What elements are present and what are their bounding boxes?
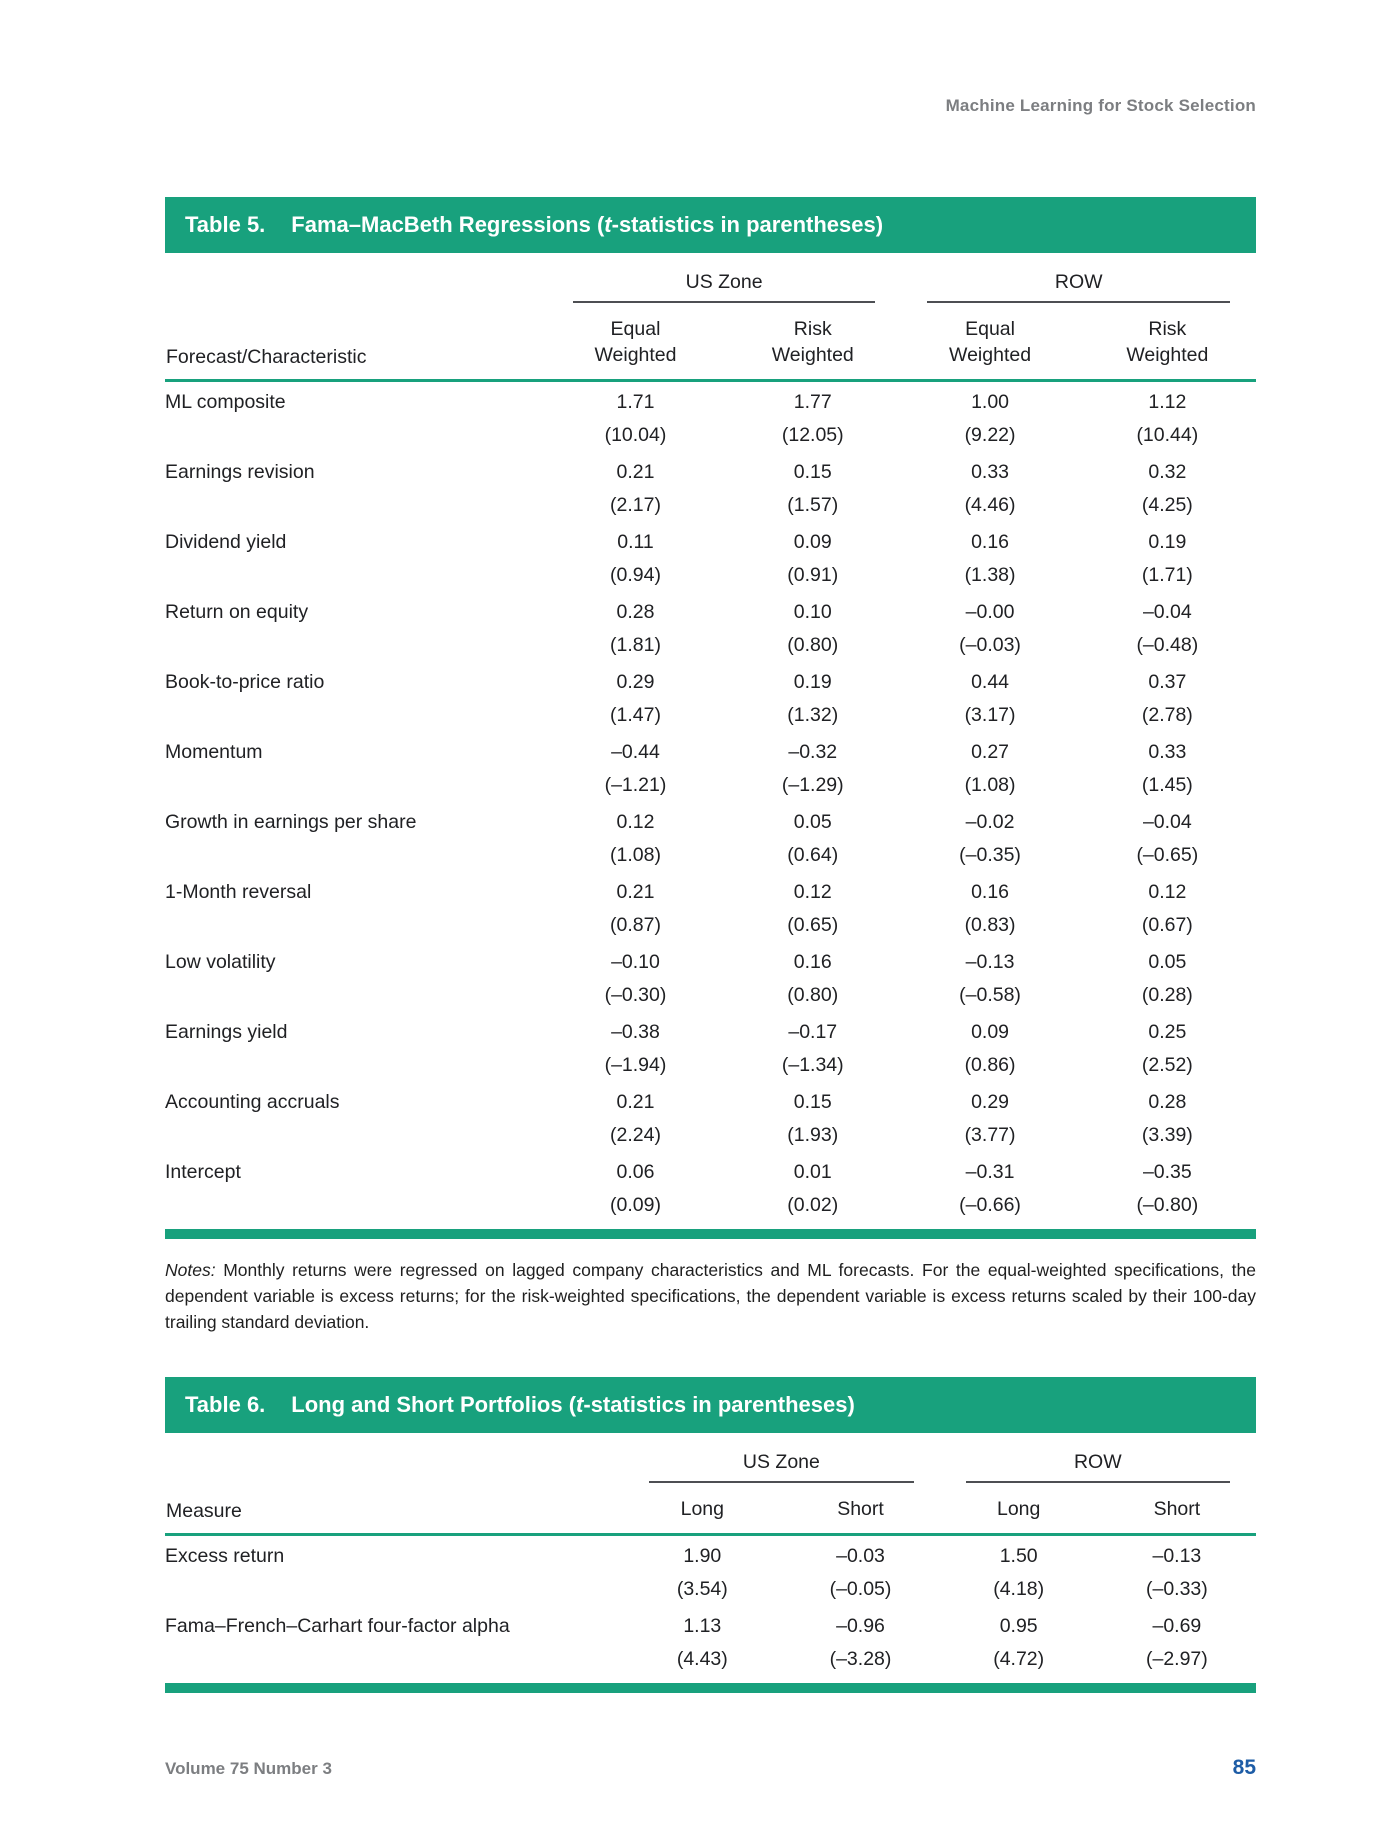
cell-tstat: (–1.29): [781, 773, 844, 796]
table6-title-pre: Long and Short Portfolios (: [291, 1392, 577, 1418]
row-label: Intercept: [165, 1160, 241, 1183]
table-row: [165, 732, 1256, 769]
table-row: [165, 380, 1256, 419]
table6-title-post: -statistics in parentheses): [583, 1392, 855, 1418]
column-header-label: Long: [996, 1498, 1041, 1521]
table-row-tstats: [165, 979, 1256, 1012]
column-header-label: Short: [837, 1498, 884, 1521]
cell-value: 0.19: [793, 670, 832, 693]
table-row: [165, 662, 1256, 699]
table-row-tstats: [165, 1643, 1256, 1676]
stub-header: Forecast/Characteristic: [165, 304, 547, 380]
cell-tstat: (4.43): [676, 1647, 728, 1670]
table-row: [165, 452, 1256, 489]
cell-tstat: (–0.66): [959, 1193, 1021, 1216]
notes-text: Monthly returns were regressed on lagged company characteristics and ML forecasts. For the equal-weighted specifications, the dependent variable is excess returns; for the risk-weighted specifications, the dependent variable is excess returns scaled by their 100-day trailing standard deviation.: [165, 1259, 1256, 1333]
row-label-spacer: [165, 419, 547, 452]
table5-title-post: -statistics in parentheses): [611, 212, 884, 237]
cell-value: 0.33: [971, 460, 1010, 483]
cell-value: 1.00: [971, 390, 1010, 413]
group-label: US Zone: [685, 271, 763, 293]
cell-tstat: (4.18): [993, 1577, 1045, 1600]
table6-group-header-row: [165, 1433, 1256, 1484]
table5-notes: [165, 1257, 1256, 1336]
cell-value: 0.25: [1148, 1020, 1187, 1043]
cell-value: –0.03: [836, 1544, 885, 1567]
cell-value: 0.16: [971, 530, 1010, 553]
row-label: Dividend yield: [165, 530, 287, 553]
cell-value: 1.77: [793, 390, 832, 413]
cell-value: 0.28: [1148, 1090, 1187, 1113]
cell-value: 1.90: [683, 1544, 722, 1567]
cell-value: 0.10: [793, 600, 832, 623]
cell-tstat: (0.67): [1141, 913, 1193, 936]
cell-tstat: (1.32): [787, 703, 839, 726]
cell-value: 1.71: [616, 390, 655, 413]
row-label-spacer: [165, 1189, 547, 1222]
cell-value: 0.44: [971, 670, 1010, 693]
cell-tstat: (–1.94): [604, 1053, 667, 1076]
group-header-us-zone: [547, 253, 902, 304]
table-row-tstats: [165, 489, 1256, 522]
row-label: Growth in earnings per share: [165, 810, 417, 833]
row-label: Accounting accruals: [165, 1090, 340, 1113]
cell-value: 1.12: [1148, 390, 1187, 413]
table6-title: [291, 1392, 855, 1418]
row-label-spacer: [165, 769, 547, 802]
cell-tstat: (3.39): [1141, 1123, 1193, 1146]
table5-title: [291, 212, 883, 238]
volume-label: Volume 75 Number 3: [165, 1759, 332, 1778]
cell-tstat: (1.45): [1141, 773, 1193, 796]
cell-value: 0.28: [616, 600, 655, 623]
cell-tstat: (0.87): [610, 913, 661, 936]
cell-tstat: (1.71): [1141, 563, 1193, 586]
column-header: [781, 1484, 939, 1534]
cell-value: 0.15: [793, 1090, 832, 1113]
cell-tstat: (–2.97): [1145, 1647, 1208, 1670]
table6-number: Table 6.: [185, 1392, 266, 1418]
group-header-spacer: [165, 253, 547, 304]
row-label-spacer: [165, 1119, 547, 1152]
cell-tstat: (4.25): [1141, 493, 1193, 516]
cell-value: 1.50: [999, 1544, 1038, 1567]
cell-tstat: (2.17): [610, 493, 661, 516]
table6-section: [165, 1377, 1256, 1692]
column-header-label: Long: [680, 1498, 724, 1521]
cell-tstat: (1.08): [964, 773, 1016, 796]
table5-body: [165, 380, 1256, 1222]
cell-tstat: (2.24): [610, 1123, 661, 1146]
row-label: 1-Month reversal: [165, 880, 312, 903]
table-row: [165, 802, 1256, 839]
cell-value: 0.05: [793, 810, 832, 833]
cell-tstat: (10.44): [1136, 423, 1199, 446]
table-row-tstats: [165, 419, 1256, 452]
cell-tstat: (–0.48): [1136, 633, 1199, 656]
row-spanner-rule: [966, 1451, 1230, 1483]
table-row-tstats: [165, 699, 1256, 732]
cell-tstat: (–0.65): [1136, 843, 1199, 866]
cell-value: –0.13: [1152, 1544, 1202, 1567]
cell-value: 0.19: [1148, 530, 1187, 553]
stub-header: Measure: [165, 1484, 623, 1534]
table-row: [165, 592, 1256, 629]
row-label: Earnings revision: [165, 460, 315, 483]
cell-tstat: (0.86): [964, 1053, 1016, 1076]
page-number: 85: [1232, 1756, 1256, 1779]
cell-tstat: (0.80): [787, 983, 839, 1006]
page-footer: [165, 1756, 1256, 1780]
table-row-tstats: [165, 1119, 1256, 1152]
cell-tstat: (0.91): [787, 563, 839, 586]
cell-tstat: (4.72): [993, 1647, 1045, 1670]
row-label: ML composite: [165, 390, 286, 413]
cell-tstat: (–0.03): [959, 633, 1021, 656]
table-row-tstats: [165, 1573, 1256, 1606]
table6: [165, 1433, 1256, 1675]
cell-tstat: (–1.21): [604, 773, 667, 796]
row-label: Earnings yield: [165, 1020, 288, 1043]
row-label-spacer: [165, 1573, 623, 1606]
row-label-spacer: [165, 1049, 547, 1082]
cell-tstat: (0.64): [787, 843, 839, 866]
cell-value: –0.96: [836, 1614, 885, 1637]
column-header: [940, 1484, 1098, 1534]
cell-value: 0.15: [793, 460, 832, 483]
cell-value: 0.05: [1148, 950, 1187, 973]
group-label: ROW: [1054, 271, 1103, 293]
table-row-tstats: [165, 769, 1256, 802]
cell-value: –0.04: [1142, 810, 1192, 833]
row-label-spacer: [165, 979, 547, 1012]
cell-tstat: (0.83): [964, 913, 1016, 936]
notes-label: Notes:: [165, 1259, 216, 1280]
cell-value: –0.31: [965, 1160, 1015, 1183]
cell-value: 0.21: [616, 880, 655, 903]
cell-tstat: (–0.80): [1136, 1193, 1199, 1216]
cell-tstat: (1.93): [787, 1123, 839, 1146]
table5-title-bar: [165, 197, 1256, 253]
cell-value: –0.13: [965, 950, 1015, 973]
cell-tstat: (0.02): [787, 1193, 839, 1216]
cell-value: 0.11: [617, 530, 654, 553]
row-label-spacer: [165, 839, 547, 872]
row-label: Return on equity: [165, 600, 309, 623]
cell-tstat: (–3.28): [829, 1647, 892, 1670]
cell-tstat: (3.54): [676, 1577, 728, 1600]
table-row: [165, 872, 1256, 909]
column-header: [724, 304, 901, 380]
cell-tstat: (0.28): [1141, 983, 1193, 1006]
cell-tstat: (1.38): [964, 563, 1016, 586]
table-row: [165, 1082, 1256, 1119]
cell-value: 0.12: [793, 880, 832, 903]
cell-value: –0.00: [965, 600, 1015, 623]
cell-value: –0.35: [1142, 1160, 1192, 1183]
cell-value: 0.01: [793, 1160, 832, 1183]
cell-value: –0.10: [611, 950, 660, 973]
us-zone-spanner-rule: [649, 1451, 913, 1483]
cell-tstat: (3.17): [964, 703, 1016, 726]
cell-tstat: (–0.33): [1145, 1577, 1208, 1600]
cell-tstat: (3.77): [964, 1123, 1016, 1146]
cell-tstat: (12.05): [781, 423, 844, 446]
table6-body: [165, 1534, 1256, 1676]
cell-value: 0.21: [616, 1090, 655, 1113]
column-header-label: Short: [1153, 1498, 1201, 1521]
table5-title-italic: t: [604, 212, 612, 237]
cell-value: 0.33: [1148, 740, 1187, 763]
table-row-tstats: [165, 1189, 1256, 1222]
table5-title-pre: Fama–MacBeth Regressions (: [291, 212, 605, 237]
row-label-spacer: [165, 1643, 623, 1676]
table5-group-header-row: [165, 253, 1256, 304]
group-header-us-zone: [623, 1433, 939, 1484]
column-header-label: Equal Weighted: [949, 318, 1032, 367]
table5-section: [165, 197, 1256, 1335]
group-label: US Zone: [742, 1451, 820, 1474]
cell-tstat: (1.57): [787, 493, 839, 516]
table5-column-header-row: [165, 304, 1256, 380]
cell-value: 0.29: [616, 670, 655, 693]
cell-value: 0.37: [1148, 670, 1187, 693]
cell-value: 0.12: [616, 810, 655, 833]
running-header: Machine Learning for Stock Selection: [945, 96, 1256, 115]
cell-value: 0.16: [971, 880, 1010, 903]
row-label-spacer: [165, 489, 547, 522]
row-label: Fama–French–Carhart four-factor alpha: [165, 1614, 510, 1637]
column-header-label: Risk Weighted: [771, 318, 854, 367]
cell-value: –0.02: [965, 810, 1015, 833]
cell-value: 0.12: [1148, 880, 1187, 903]
column-header-label: Risk Weighted: [1126, 318, 1209, 367]
cell-tstat: (–0.58): [959, 983, 1021, 1006]
table-row-tstats: [165, 629, 1256, 662]
table-row-tstats: [165, 1049, 1256, 1082]
table-row: [165, 1152, 1256, 1189]
table6-column-header-row: [165, 1484, 1256, 1534]
cell-value: 0.95: [999, 1614, 1038, 1637]
cell-tstat: (–0.05): [829, 1577, 892, 1600]
column-header: [1098, 1484, 1256, 1534]
table5-number: Table 5.: [185, 212, 266, 237]
page-content: [165, 197, 1256, 1693]
table-row: [165, 1606, 1256, 1643]
cell-value: –0.38: [611, 1020, 660, 1043]
table-row: [165, 1534, 1256, 1573]
cell-tstat: (–0.30): [604, 983, 667, 1006]
cell-tstat: (0.80): [787, 633, 839, 656]
cell-tstat: (0.09): [610, 1193, 661, 1216]
cell-value: 0.09: [793, 530, 832, 553]
cell-value: 0.06: [616, 1160, 655, 1183]
cell-tstat: (2.52): [1141, 1053, 1193, 1076]
cell-tstat: (1.47): [610, 703, 661, 726]
cell-value: 0.21: [616, 460, 655, 483]
row-label-spacer: [165, 559, 547, 592]
cell-value: –0.69: [1152, 1614, 1202, 1637]
cell-tstat: (9.22): [964, 423, 1016, 446]
cell-tstat: (2.78): [1141, 703, 1193, 726]
table-row-tstats: [165, 909, 1256, 942]
cell-value: 0.29: [971, 1090, 1010, 1113]
row-label: Book-to-price ratio: [165, 670, 325, 693]
group-header-row-region: [940, 1433, 1256, 1484]
cell-value: 1.13: [683, 1614, 722, 1637]
us-zone-spanner-rule: [573, 271, 876, 303]
group-header-spacer: [165, 1433, 623, 1484]
cell-value: 0.32: [1148, 460, 1187, 483]
table-row: [165, 942, 1256, 979]
table5-bottom-rule: [165, 1229, 1256, 1239]
cell-tstat: (0.94): [610, 563, 661, 586]
row-label: Momentum: [165, 740, 263, 763]
cell-value: –0.17: [788, 1020, 838, 1043]
row-label-spacer: [165, 909, 547, 942]
table5: [165, 253, 1256, 1222]
cell-tstat: (0.65): [787, 913, 839, 936]
group-header-row-region: [901, 253, 1256, 304]
cell-tstat: (4.46): [964, 493, 1016, 516]
table-row-tstats: [165, 559, 1256, 592]
column-header: [623, 1484, 781, 1534]
table6-title-italic: t: [576, 1392, 584, 1418]
table-row-tstats: [165, 839, 1256, 872]
cell-value: 0.27: [971, 740, 1010, 763]
row-label: Low volatility: [165, 950, 276, 973]
cell-tstat: (1.08): [610, 843, 661, 866]
table-row: [165, 1012, 1256, 1049]
row-label-spacer: [165, 699, 547, 732]
column-header-label: Equal Weighted: [594, 318, 677, 367]
row-spanner-rule: [927, 271, 1230, 303]
cell-tstat: (–1.34): [781, 1053, 844, 1076]
cell-value: 0.09: [971, 1020, 1010, 1043]
cell-value: –0.44: [611, 740, 660, 763]
row-label: Excess return: [165, 1544, 285, 1567]
column-header: [901, 304, 1078, 380]
cell-tstat: (10.04): [604, 423, 667, 446]
cell-value: –0.32: [788, 740, 838, 763]
row-label-spacer: [165, 629, 547, 662]
cell-value: 0.16: [793, 950, 832, 973]
group-label: ROW: [1073, 1451, 1122, 1474]
column-header: [547, 304, 724, 380]
table-row: [165, 522, 1256, 559]
table6-title-bar: [165, 1377, 1256, 1433]
table6-bottom-rule: [165, 1683, 1256, 1693]
cell-tstat: (1.81): [610, 633, 661, 656]
cell-tstat: (–0.35): [959, 843, 1021, 866]
column-header: [1079, 304, 1256, 380]
cell-value: –0.04: [1142, 600, 1192, 623]
